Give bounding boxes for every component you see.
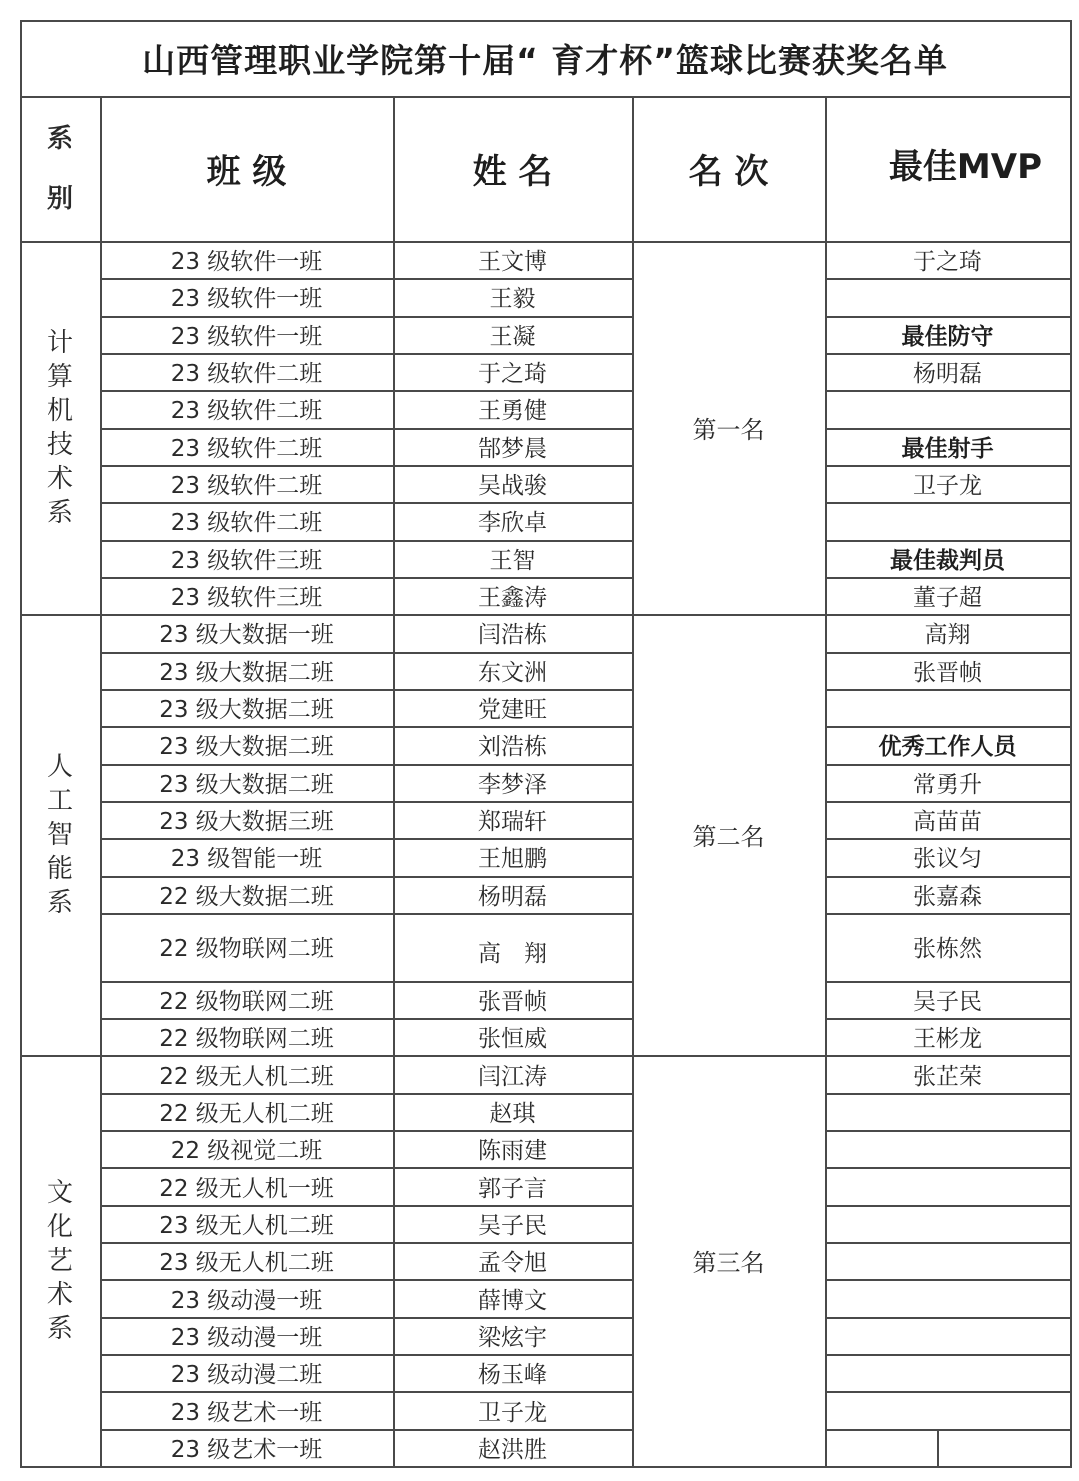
name-cell: 王毅: [489, 286, 536, 313]
class-cell: 22 级大数据二班: [159, 883, 334, 910]
row-divider: [100, 1317, 632, 1319]
frame-right-line: [1070, 20, 1072, 1468]
name-cell: 张晋帧: [478, 988, 547, 1015]
class-cell: 23 级无人机二班: [159, 1250, 334, 1277]
name-cell: 郭子言: [478, 1175, 547, 1202]
row-divider: [100, 540, 632, 542]
award-row-divider: [825, 316, 1070, 318]
class-cell: 23 级艺术一班: [170, 1399, 323, 1426]
name-cell: 闫浩栋: [478, 622, 547, 649]
name-cell: 吴战骏: [478, 473, 547, 500]
name-cell: 刘浩栋: [478, 734, 547, 761]
award-row-divider: [825, 1429, 1070, 1431]
award-name-cell: 高苗苗: [913, 809, 982, 836]
row-divider: [100, 428, 632, 430]
class-cell: 23 级动漫二班: [170, 1362, 323, 1389]
award-name-cell: 张晋帧: [913, 659, 982, 686]
class-cell: 22 级无人机二班: [159, 1100, 334, 1127]
name-cell: 张恒威: [478, 1026, 547, 1053]
row-divider: [100, 1018, 632, 1020]
class-cell: 23 级动漫一班: [170, 1287, 323, 1314]
row-divider: [100, 876, 632, 878]
name-cell: 陈雨建: [478, 1138, 547, 1165]
row-divider: [100, 1205, 632, 1207]
row-divider: [100, 1167, 632, 1169]
name-cell: 李欣卓: [478, 510, 547, 537]
award-row-divider: [825, 1354, 1070, 1356]
award-row-divider: [825, 652, 1070, 654]
row-divider: [100, 316, 632, 318]
award-name-cell: [825, 502, 1070, 539]
award-category: 最佳防守: [901, 323, 994, 350]
award-name-cell: [825, 278, 1070, 315]
award-row-divider: [825, 577, 1070, 579]
award-row-divider: [825, 353, 1070, 355]
row-divider: [100, 1242, 632, 1244]
award-row-divider: [825, 1242, 1070, 1244]
name-cell: 郑瑞轩: [478, 809, 547, 836]
award-name-cell: [825, 1205, 1070, 1242]
award-row-divider: [825, 1018, 1070, 1020]
award-name-cell: [825, 1391, 1070, 1428]
award-category: 最佳射手: [901, 435, 994, 462]
award-row-divider: [825, 1205, 1070, 1207]
award-row-divider: [825, 465, 1070, 467]
award-row-divider: [825, 502, 1070, 504]
award-row-divider: [825, 540, 1070, 542]
rank-label: 第三名: [692, 1249, 765, 1278]
class-cell: 23 级艺术一班: [170, 1436, 323, 1463]
name-cell: 梁炫宇: [478, 1324, 547, 1351]
row-divider: [100, 1391, 632, 1393]
award-name-cell: 于之琦: [913, 249, 982, 276]
header-name: 姓 名: [472, 152, 553, 192]
row-divider: [100, 726, 632, 728]
award-row-divider: [825, 726, 1070, 728]
award-name-cell: 董子超: [913, 585, 982, 612]
class-cell: 22 级无人机一班: [159, 1175, 334, 1202]
award-name-cell: [825, 1317, 1070, 1354]
name-cell: 杨明磊: [478, 883, 547, 910]
award-row-divider: [825, 1093, 1070, 1095]
class-cell: 23 级软件一班: [170, 286, 323, 313]
row-divider: [100, 1279, 632, 1281]
award-name-cell: 高翔: [924, 622, 971, 649]
rank-label: 第二名: [692, 823, 765, 852]
department-label: 计算机技术系: [46, 327, 73, 528]
class-cell: 23 级大数据三班: [159, 809, 334, 836]
header-class: 班 级: [206, 152, 287, 192]
frame-bottom-line: [20, 1466, 1072, 1468]
award-name-cell: 张栋然: [913, 936, 982, 963]
frame-left-line: [20, 20, 22, 1468]
row-divider: [100, 1130, 632, 1132]
class-cell: 23 级大数据二班: [159, 771, 334, 798]
name-cell: 孟令旭: [478, 1250, 547, 1277]
award-row-divider: [825, 689, 1070, 691]
department-label: 人工智能系: [46, 751, 73, 918]
class-cell: 22 级物联网二班: [159, 988, 334, 1015]
award-name-cell: [825, 1130, 1070, 1167]
award-name-cell: [825, 1279, 1070, 1316]
name-cell: 于之琦: [478, 361, 547, 388]
row-divider: [100, 913, 632, 915]
class-cell: 22 级视觉二班: [170, 1138, 323, 1165]
class-cell: 22 级物联网二班: [159, 1026, 334, 1053]
name-cell: 薛博文: [478, 1287, 547, 1314]
row-divider: [100, 278, 632, 280]
name-cell: 赵琪: [489, 1100, 536, 1127]
row-divider: [100, 502, 632, 504]
class-cell: 23 级软件一班: [170, 323, 323, 350]
class-cell: 23 级大数据一班: [159, 622, 334, 649]
award-row-divider: [825, 1391, 1070, 1393]
award-name-cell: 张芷荣: [913, 1063, 982, 1090]
class-cell: 23 级大数据二班: [159, 697, 334, 724]
award-name-cell: [825, 390, 1070, 427]
award-name-cell: [825, 1167, 1070, 1204]
award-row-divider: [825, 1317, 1070, 1319]
name-cell: 王鑫涛: [478, 585, 547, 612]
class-cell: 22 级无人机二班: [159, 1063, 334, 1090]
group-divider-rank: [632, 1055, 825, 1057]
header-rank: 名 次: [688, 152, 769, 192]
row-divider: [100, 1055, 632, 1057]
award-row-divider: [825, 614, 1070, 616]
class-cell: 23 级软件三班: [170, 585, 323, 612]
award-row-divider: [825, 390, 1070, 392]
name-cell: 卫子龙: [478, 1399, 547, 1426]
row-divider: [100, 764, 632, 766]
award-row-divider: [825, 981, 1070, 983]
name-cell: 党建旺: [478, 697, 547, 724]
row-divider: [100, 465, 632, 467]
name-cell: 李梦泽: [478, 771, 547, 798]
award-row-divider: [825, 428, 1070, 430]
name-cell: 吴子民: [478, 1212, 547, 1239]
row-divider: [100, 801, 632, 803]
award-category: 最佳裁判员: [890, 547, 1005, 574]
class-cell: 23 级大数据二班: [159, 734, 334, 761]
award-row-divider: [825, 278, 1070, 280]
header-mvp: 最佳MVP: [888, 147, 1042, 187]
class-cell: 23 级软件一班: [170, 249, 323, 276]
name-cell: 闫江涛: [478, 1063, 547, 1090]
award-row-divider: [825, 913, 1070, 915]
award-name-cell: 王彬龙: [913, 1026, 982, 1053]
award-name-cell: [825, 1242, 1070, 1279]
award-row-divider: [825, 1055, 1070, 1057]
row-divider: [100, 1354, 632, 1356]
group-divider-rank: [632, 614, 825, 616]
award-row-divider: [825, 876, 1070, 878]
name-cell: 杨玉峰: [478, 1362, 547, 1389]
rank-label: 第一名: [692, 416, 765, 445]
award-row-divider: [825, 1279, 1070, 1281]
award-row-divider: [825, 838, 1070, 840]
row-divider: [100, 353, 632, 355]
class-cell: 23 级软件三班: [170, 547, 323, 574]
group-divider-department: [20, 614, 100, 616]
award-row-divider: [825, 764, 1070, 766]
row-divider: [100, 689, 632, 691]
row-divider: [100, 1093, 632, 1095]
name-cell: 王凝: [489, 323, 536, 350]
award-row-divider: [825, 801, 1070, 803]
award-name-cell: 卫子龙: [913, 473, 982, 500]
class-cell: 23 级软件二班: [170, 510, 323, 537]
name-cell: 王旭鹏: [478, 846, 547, 873]
row-divider: [100, 614, 632, 616]
row-divider: [100, 981, 632, 983]
name-cell: 郜梦晨: [478, 435, 547, 462]
name-cell: 王文博: [478, 249, 547, 276]
award-name-cell: [825, 1093, 1070, 1130]
name-cell: 王勇健: [478, 398, 547, 425]
class-cell: 23 级智能一班: [170, 846, 323, 873]
class-cell: 23 级动漫一班: [170, 1324, 323, 1351]
award-row-divider: [825, 1167, 1070, 1169]
award-name-cell: [825, 1354, 1070, 1391]
class-cell: 23 级无人机二班: [159, 1212, 334, 1239]
award-name-cell: 常勇升: [913, 771, 982, 798]
name-cell: 东文洲: [478, 659, 547, 686]
row-divider: [100, 390, 632, 392]
award-name-cell: 张嘉森: [913, 883, 982, 910]
award-name-cell: 杨明磊: [913, 361, 982, 388]
group-divider-department: [20, 1055, 100, 1057]
name-cell: 王智: [489, 547, 536, 574]
class-cell: 22 级物联网二班: [159, 936, 334, 963]
name-cell: 赵洪胜: [478, 1436, 547, 1463]
award-row-divider: [825, 1130, 1070, 1132]
class-cell: 23 级软件二班: [170, 398, 323, 425]
row-divider: [100, 577, 632, 579]
class-cell: 23 级软件二班: [170, 435, 323, 462]
name-cell: 高 翔: [478, 941, 547, 968]
award-name-cell: 张议匀: [913, 846, 982, 873]
department-label: 文化艺术系: [46, 1177, 73, 1344]
award-category: 优秀工作人员: [878, 734, 1017, 761]
row-divider: [100, 652, 632, 654]
row-divider: [100, 838, 632, 840]
header-department: 系别: [46, 123, 73, 214]
award-cell-split: [937, 1429, 939, 1466]
class-cell: 23 级大数据二班: [159, 659, 334, 686]
award-name-cell: [825, 1429, 1070, 1466]
class-cell: 23 级软件二班: [170, 361, 323, 388]
page-title: 山西管理职业学院第十届“ 育才杯”篮球比赛获奖名单: [142, 40, 948, 80]
award-name-cell: 吴子民: [913, 988, 982, 1015]
class-cell: 23 级软件二班: [170, 473, 323, 500]
row-divider: [100, 1429, 632, 1431]
award-name-cell: [825, 689, 1070, 726]
